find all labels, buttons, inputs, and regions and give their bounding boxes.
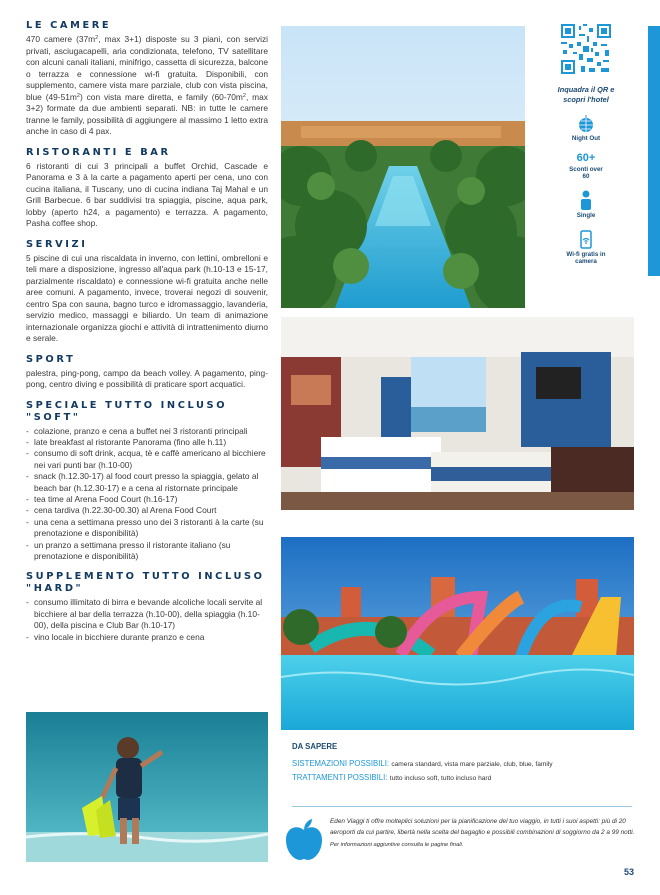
list-item: - consumo illimitato di birra e bevande alcoliche locali servite al bicchiere al bar della terrazza (h.10-00), della spiaggia (h.10-00), della piscina e Club Bar (h.10-17) bbox=[26, 597, 268, 631]
sidebar-label: Wi-fi gratis in camera bbox=[566, 251, 606, 265]
text-part: ) con vista mare diretta, e family (60-70m bbox=[79, 91, 243, 102]
sidebar-label: Night Out bbox=[571, 135, 601, 142]
list-item: - vino locale in bicchiere durante pranzo e cena bbox=[26, 632, 268, 643]
info-key: TRATTAMENTI POSSIBILI: bbox=[292, 773, 388, 782]
section-title-hard: SUPPLEMENTO TUTTO INCLUSO "HARD" bbox=[26, 571, 265, 595]
section-soft bbox=[26, 400, 268, 563]
section-title-camere: LE CAMERE bbox=[26, 20, 112, 31]
info-row-trattamenti bbox=[292, 771, 632, 785]
page-number: 53 bbox=[624, 867, 635, 877]
person-icon bbox=[577, 190, 595, 210]
section-title-servizi: SERVIZI bbox=[26, 238, 88, 250]
note-text: Eden Viaggi ti offre molteplici soluzioni per la pianificazione del tuo viaggio, in tutti i suoi aspetti: più di 20 aeroporti da cui partire, libertà nella scelta del bagaglio e possibili combinazioni di soggiorno da 2 a 99 notti. bbox=[330, 818, 635, 836]
note-small: Per informazioni aggiuntive consulta le pagine finali. bbox=[330, 842, 464, 848]
blue-edge-tab bbox=[648, 26, 660, 276]
superscript: 2 bbox=[95, 35, 99, 41]
eden-apple-logo-icon bbox=[284, 818, 324, 862]
section-text-servizi: 5 piscine di cui una riscaldata in inverno, con lettini, ombrelloni e teli mare a disposizione, ingresso all'aqua park (h.10-13 e 15-17, parzialmente riscaldato) e connessione wi-fi gratuita anche nelle aree comuni. A pagamento, invece, troverai negozi di souvenir, centro Spa con sauna, bagno turco e idromassaggio, lavanderia, servizio medico, massaggi e biliardo. Un team di animazione internazionale organizza giochi e attività di intrattenimento diurno e serale. bbox=[26, 252, 268, 343]
section-text-ristoranti: 6 ristoranti di cui 3 principali a buffet Orchid, Cascade e Panorama e 3 à la carte a pagamento aperti per cena, uno con cucina italiana, il Tuscany, uno di cucina indiana Taj Mahal e un Grill Barbecue. 6 bar suddivisi tra spiaggia, piscine, aqua park, lobby (aperto h24, a pagamento) e terrazza. A pagamento, Pasha coffee shop. bbox=[26, 160, 268, 228]
superscript: 2 bbox=[76, 92, 80, 99]
qr-caption: Inquadra il QR e scopri l'hotel bbox=[557, 85, 615, 104]
disco-ball-icon bbox=[577, 115, 595, 133]
list-item: - consumo di soft drink, acqua, tè e caffè americano al bicchiere nei vari punti bar (h.10-00) bbox=[26, 448, 268, 471]
sidebar-item-over-60 bbox=[552, 152, 620, 180]
list-item: - snack (h.12.30-17) al food court presso la spiaggia, gelato al beach bar (h.12.30-17) e a cena al ristornate principale bbox=[26, 471, 268, 494]
section-text-sport: palestra, ping-pong, campo da beach volley. A pagamento, ping-pong, centro diving e possibilità di praticare sport acquatici. bbox=[26, 367, 268, 389]
divider bbox=[292, 806, 632, 807]
soft-list bbox=[26, 426, 268, 563]
photo-aquapark bbox=[281, 537, 634, 730]
info-value: tutto incluso soft, tutto incluso hard bbox=[389, 775, 492, 782]
section-servizi bbox=[26, 239, 268, 345]
list-item: - un pranzo a settimana presso il ristorante italiano (su prenotazione e disponibilità) bbox=[26, 540, 268, 563]
list-item: - una cena a settimana presso uno dei 3 ristoranti à la carte (su prenotazione e disponibilità) bbox=[26, 517, 268, 540]
sidebar-item-night-out bbox=[552, 115, 620, 142]
text-part: , max 3+2) formate da due ambienti separati. NB: in tutte le camere tranne le family, possibilità di aggiungere al massimo 1 letto extra anche in caso di 4 pax. bbox=[26, 91, 268, 136]
text-part: 470 camere (37m bbox=[26, 34, 96, 44]
section-hard bbox=[26, 571, 268, 643]
info-row-sistemazioni bbox=[292, 757, 632, 771]
hard-list bbox=[26, 597, 268, 643]
photo-beach-man bbox=[26, 712, 268, 862]
text-part: , max 3+1) disposte su 3 piani, con servizi privati, asciugacapelli, aria condizionata, telefono, TV satellitare con alcuni canali italiani, minifrigo, cassetta di sicurezza, balcone o terrazza e connessione wi-fi gratuita. Disponibili, con supplemento, camere vista mare parziale, club con vista piscina, blue (49-51m bbox=[26, 34, 268, 102]
sidebar-item-wifi bbox=[552, 229, 620, 265]
info-box bbox=[292, 742, 632, 785]
section-text-camere bbox=[26, 34, 268, 138]
section-title-ristoranti: RISTORANTI E BAR bbox=[26, 146, 171, 158]
sidebar bbox=[552, 20, 620, 265]
sidebar-label: Sconti over 60 bbox=[569, 166, 603, 180]
list-item: - cena tardiva (h.22.30-00.30) al Arena Food Court bbox=[26, 505, 268, 516]
section-ristoranti bbox=[26, 147, 268, 230]
section-sport bbox=[26, 354, 268, 391]
photo-pool-garden bbox=[281, 26, 525, 308]
note bbox=[330, 816, 636, 851]
section-camere bbox=[26, 20, 268, 138]
qr-code-icon[interactable] bbox=[561, 24, 611, 74]
info-value: camera standard, vista mare parziale, club, blue, family bbox=[391, 761, 553, 768]
list-item: - colazione, pranzo e cena a buffet nei 3 ristoranti principali bbox=[26, 426, 268, 437]
info-title: DA SAPERE bbox=[292, 742, 338, 751]
list-item: - late breakfast al ristorante Panorama (fino alle h.11) bbox=[26, 437, 268, 448]
text-column bbox=[26, 20, 268, 652]
list-item: - tea time al Arena Food Court (h.16-17) bbox=[26, 494, 268, 505]
photo-room bbox=[281, 317, 634, 510]
superscript: 2 bbox=[242, 92, 246, 99]
info-key: SISTEMAZIONI POSSIBILI: bbox=[292, 759, 390, 768]
sidebar-item-single bbox=[552, 190, 620, 219]
sidebar-label: Single bbox=[576, 212, 596, 219]
wifi-phone-icon bbox=[578, 229, 594, 249]
section-title-sport: SPORT bbox=[26, 353, 76, 365]
section-title-soft: SPECIALE TUTTO INCLUSO "SOFT" bbox=[26, 399, 228, 423]
60-plus-icon: 60+ bbox=[576, 152, 596, 164]
